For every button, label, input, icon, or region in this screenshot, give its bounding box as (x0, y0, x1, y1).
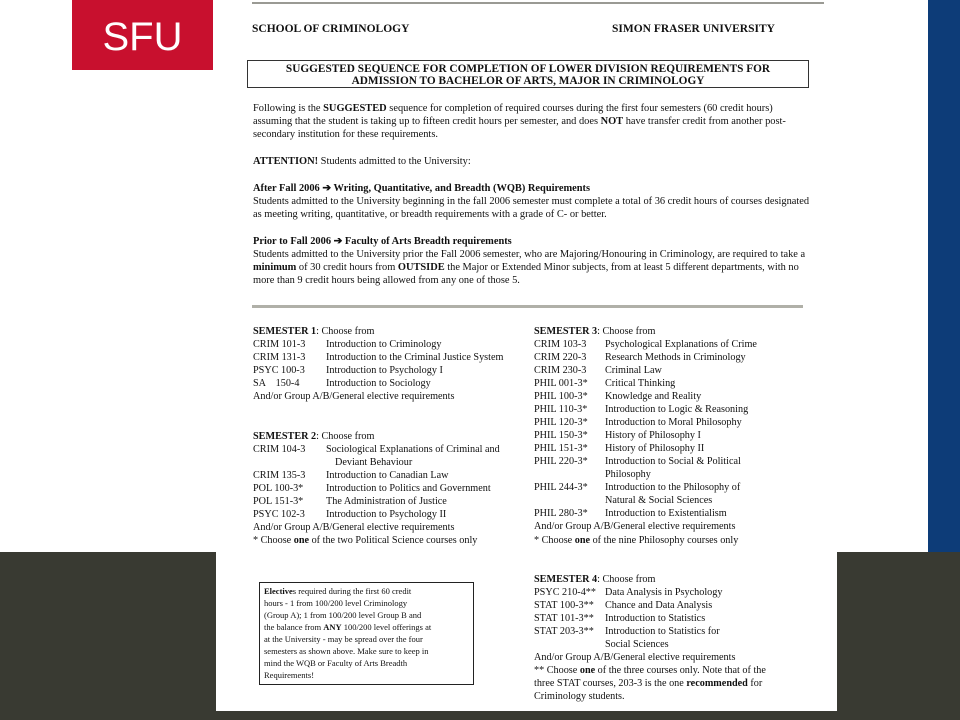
prior-minimum: minimum (253, 262, 297, 273)
note-text: ** Choose (534, 665, 580, 676)
course-code: STAT 203-3** (534, 626, 594, 637)
course-row (253, 377, 431, 390)
course-name: Introduction to Sociology (326, 378, 431, 389)
course-name: Critical Thinking (605, 378, 676, 389)
prior-text-1: Students admitted to the University prior the Fall 2006 semester, who are Majoring/Honouring in Criminology, are required to take a (253, 249, 806, 260)
course-code: PHIL 110-3* (534, 404, 588, 415)
prior-fall-heading: Prior to Fall 2006 ➔ Faculty of Arts Breadth requirements (253, 236, 512, 247)
prior-text-3: the Major or Extended Minor subjects, from at least 5 different departments, with no more than 9 credit hours being allowed from any one of those 5. (253, 262, 799, 286)
semester-2-footer: And/or Group A/B/General elective requirements (253, 522, 455, 533)
course-row (534, 612, 705, 625)
intro-not: NOT (600, 116, 624, 127)
semester-4-title: SEMESTER 4 (534, 574, 598, 585)
course-name: Knowledge and Reality (605, 391, 702, 402)
course-row (534, 351, 746, 364)
course-row (534, 507, 727, 520)
course-code: PSYC 100-3 (253, 365, 305, 376)
school-heading: SCHOOL OF CRIMINOLOGY (252, 23, 410, 35)
course-code: PSYC 210-4** (534, 587, 596, 598)
semester-4-suffix: : Choose from (597, 574, 656, 585)
semester-4-note-line-3: Criminology students. (534, 691, 625, 702)
course-row (534, 403, 748, 416)
course-row-continued (605, 468, 651, 481)
course-code: PHIL 151-3* (534, 443, 588, 454)
note-text: for (747, 678, 763, 689)
course-name: Social Sciences (605, 639, 669, 650)
semester-3-heading (534, 325, 655, 338)
top-rule (252, 2, 824, 4)
note-bold: recommended (686, 678, 748, 689)
note-text: of the three courses only. Note that of the (595, 665, 766, 676)
course-row (534, 586, 722, 599)
electives-line: at the University - may be spread over the four (264, 634, 423, 644)
course-name: Psychological Explanations of Crime (605, 339, 757, 350)
attention-line (253, 155, 813, 168)
note-bold: one (293, 535, 310, 546)
electives-line (264, 585, 469, 597)
course-name: Data Analysis in Psychology (605, 587, 723, 598)
course-code: PHIL 244-3* (534, 482, 588, 493)
intro-text-2: sequence for completion of required courses during the first four semesters (60 credit hours) assuming that the student is taking up to fifteen credit hours per semester, and does (253, 103, 773, 127)
slide-right-bar (928, 0, 960, 552)
electives-text: the balance from (264, 622, 324, 632)
title-line-1: SUGGESTED SEQUENCE FOR COMPLETION OF LOWER DIVISION REQUIREMENTS FOR (285, 63, 771, 75)
electives-line: mind the WQB or Faculty of Arts Breadth (264, 658, 408, 668)
course-code: PHIL 220-3* (534, 456, 588, 467)
course-code: CRIM 135-3 (253, 470, 306, 481)
semester-4-note-line-1 (534, 664, 766, 677)
note-text: three STAT courses, 203-3 is the one (534, 678, 687, 689)
course-name: Natural & Social Sciences (605, 495, 713, 506)
course-row (253, 469, 449, 482)
course-row (534, 429, 701, 442)
course-name: Introduction to Statistics for (605, 626, 720, 637)
course-row (253, 482, 491, 495)
semester-3-title: SEMESTER 3 (534, 326, 598, 337)
course-name: Introduction to Statistics (605, 613, 706, 624)
course-code: CRIM 101-3 (253, 339, 306, 350)
intro-suggested: SUGGESTED (323, 103, 387, 114)
course-code: POL 151-3* (253, 496, 304, 507)
course-code: STAT 100-3** (534, 600, 594, 611)
electives-line: Requirements! (264, 670, 315, 680)
after-fall-text: Students admitted to the University beginning in the fall 2006 semester must complete a total of 36 credit hours of courses designated as meeting writing, quantitative, or breadth requirements with a grade of C- or better. (253, 196, 810, 220)
course-name: Sociological Explanations of Criminal and (326, 444, 500, 455)
intro-paragraph (253, 102, 813, 141)
course-code: PHIL 150-3* (534, 430, 588, 441)
note-text: of the two Political Science courses only (309, 535, 478, 546)
semester-3-suffix: : Choose from (597, 326, 656, 337)
prior-outside: OUTSIDE (397, 262, 445, 273)
after-fall-heading: After Fall 2006 ➔ Writing, Quantitative, and Breadth (WQB) Requirements (253, 183, 591, 194)
title-line-2: ADMISSION TO BACHELOR OF ARTS, MAJOR IN CRIMINOLOGY (351, 75, 705, 87)
course-row (253, 508, 446, 521)
course-row (534, 455, 741, 468)
course-row (253, 443, 500, 456)
course-code: PHIL 120-3* (534, 417, 588, 428)
semester-2-heading (253, 430, 374, 443)
course-name: Introduction to Criminology (326, 339, 442, 350)
electives-bold: Elective (264, 586, 293, 596)
note-text: * Choose (534, 535, 575, 546)
course-row (253, 495, 447, 508)
semester-1-suffix: : Choose from (316, 326, 375, 337)
course-name: Deviant Behaviour (335, 457, 413, 468)
course-code: PSYC 102-3 (253, 509, 305, 520)
course-code: PHIL 100-3* (534, 391, 588, 402)
semester-1-title: SEMESTER 1 (253, 326, 317, 337)
course-code: POL 100-3* (253, 483, 304, 494)
semester-1-footer: And/or Group A/B/General elective requirements (253, 391, 455, 402)
course-row-continued (605, 494, 712, 507)
course-name: Introduction to Moral Philosophy (605, 417, 742, 428)
course-code: CRIM 220-3 (534, 352, 587, 363)
course-row (253, 351, 503, 364)
semester-1-heading (253, 325, 374, 338)
semester-2-suffix: : Choose from (316, 431, 375, 442)
course-row (534, 377, 675, 390)
university-heading: SIMON FRASER UNIVERSITY (612, 23, 775, 35)
electives-line: hours - 1 from 100/200 level Criminology (264, 598, 408, 608)
course-name: History of Philosophy II (605, 443, 705, 454)
electives-box (259, 582, 474, 685)
course-code: CRIM 103-3 (534, 339, 587, 350)
electives-text: s required during the first 60 credit (292, 586, 412, 596)
course-row (534, 481, 740, 494)
course-row (253, 338, 441, 351)
intro-text-3: have transfer credit from another post-secondary institution for these requirements. (253, 116, 786, 140)
document-page (216, 0, 837, 711)
course-name: Introduction to Psychology II (326, 509, 447, 520)
course-name: Criminal Law (605, 365, 662, 376)
electives-line: semesters as shown above. Make sure to keep in (264, 646, 429, 656)
sfu-logo-text: SFU (102, 14, 183, 59)
course-name: Introduction to Logic & Reasoning (605, 404, 749, 415)
semester-2-title: SEMESTER 2 (253, 431, 317, 442)
semester-4-heading (534, 573, 655, 586)
course-name: Introduction to Psychology I (326, 365, 443, 376)
course-name: Introduction to Canadian Law (326, 470, 449, 481)
section-divider (252, 305, 803, 308)
course-code: SA 150-4 (253, 378, 300, 389)
course-row (534, 442, 704, 455)
electives-line: (Group A); 1 from 100/200 level Group B and (264, 610, 422, 620)
note-text: * Choose (253, 535, 294, 546)
semester-4-footer: And/or Group A/B/General elective requirements (534, 652, 736, 663)
course-name: Introduction to Politics and Government (326, 483, 491, 494)
course-name: Introduction to Existentialism (605, 508, 727, 519)
semester-3-note (534, 534, 738, 547)
intro-text-1: Following is the (253, 103, 324, 114)
prior-text-2: of 30 credit hours from (296, 262, 398, 273)
course-row (534, 364, 662, 377)
course-row-continued (335, 456, 412, 469)
electives-line (264, 621, 469, 633)
course-name: History of Philosophy I (605, 430, 701, 441)
course-name: Introduction to the Criminal Justice System (326, 352, 504, 363)
course-code: CRIM 230-3 (534, 365, 587, 376)
course-name: Philosophy (605, 469, 651, 480)
note-text: of the nine Philosophy courses only (590, 535, 739, 546)
electives-any: ANY (323, 622, 342, 632)
course-code: PHIL 001-3* (534, 378, 588, 389)
note-bold: one (579, 665, 596, 676)
attention-label: ATTENTION! (253, 156, 319, 167)
note-bold: one (574, 535, 591, 546)
course-name: Chance and Data Analysis (605, 600, 713, 611)
course-code: CRIM 131-3 (253, 352, 306, 363)
course-row (534, 625, 720, 638)
sfu-logo (72, 0, 213, 70)
prior-fall-text (253, 248, 813, 287)
course-row (534, 338, 757, 351)
course-code: STAT 101-3** (534, 613, 594, 624)
course-name: Introduction to the Philosophy of (605, 482, 741, 493)
semester-4-note-line-2 (534, 677, 762, 690)
semester-2-note (253, 534, 477, 547)
course-code: PHIL 280-3* (534, 508, 588, 519)
course-name: Research Methods in Criminology (605, 352, 746, 363)
course-name: The Administration of Justice (326, 496, 447, 507)
title-box (247, 60, 809, 88)
course-row (534, 390, 701, 403)
course-row-continued (605, 638, 669, 651)
semester-3-footer: And/or Group A/B/General elective requirements (534, 521, 736, 532)
course-row (534, 416, 742, 429)
attention-text: Students admitted to the University: (318, 156, 471, 167)
course-name: Introduction to Social & Political (605, 456, 741, 467)
course-row (253, 364, 443, 377)
course-row (534, 599, 712, 612)
electives-text: 100/200 level offerings at (341, 622, 432, 632)
course-code: CRIM 104-3 (253, 444, 306, 455)
